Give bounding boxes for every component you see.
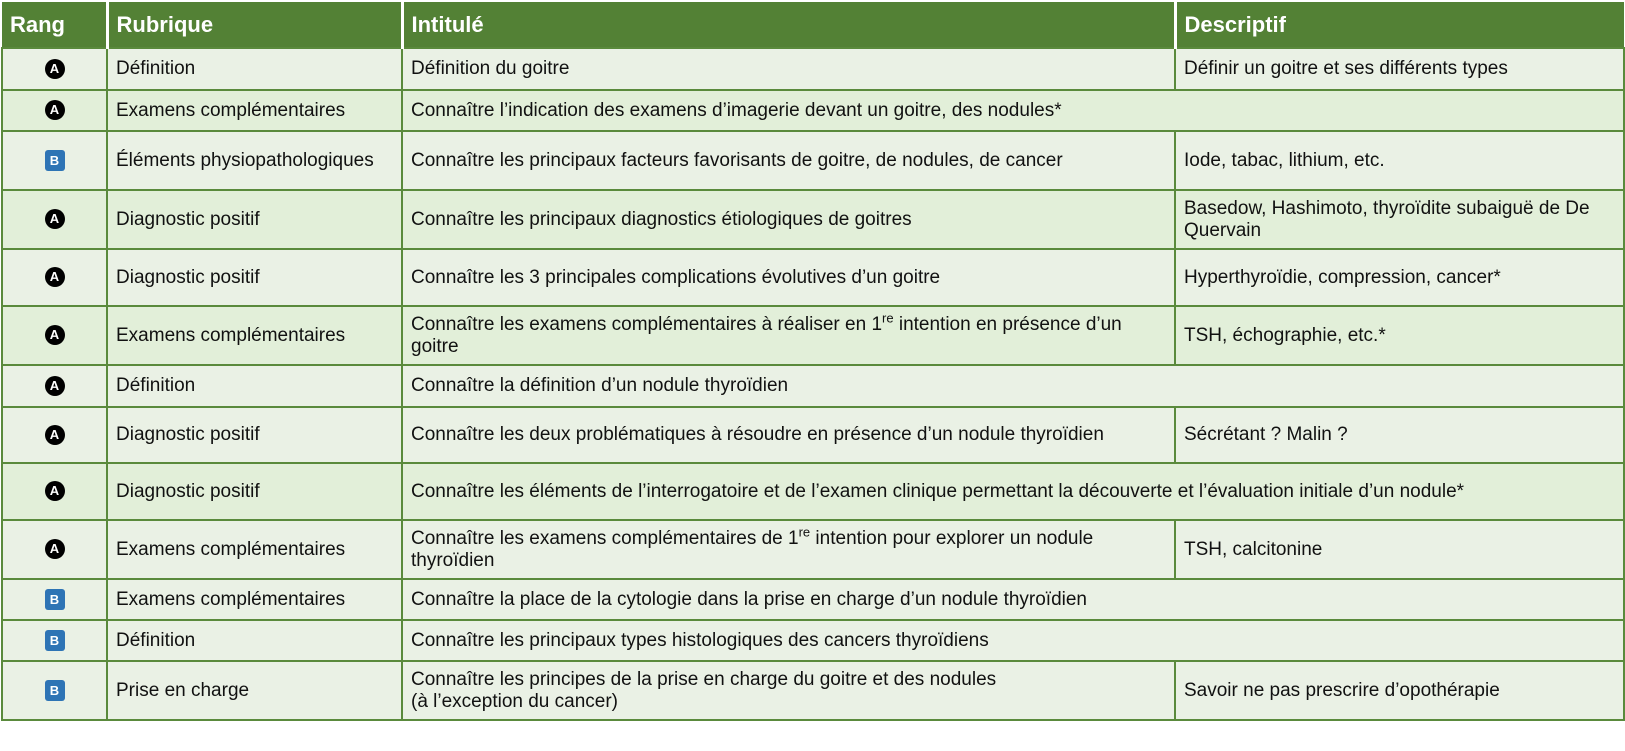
table-row [2, 131, 1624, 190]
intitule-text: (à l’exception du cancer) [411, 690, 618, 712]
descriptif-cell: Hyperthyroïdie, compression, cancer* [1175, 249, 1624, 306]
rang-badge-a: A [45, 539, 65, 559]
intitule-text: Connaître les principes de la prise en charge du goitre et des nodules [411, 668, 997, 690]
intitule-text: Connaître les examens complémentaires de 1 [411, 527, 799, 549]
descriptif-cell: TSH, échographie, etc.* [1175, 306, 1624, 365]
intitule-cell: Connaître la définition d’un nodule thyroïdien [402, 365, 1624, 407]
rang-cell [2, 661, 107, 720]
rang-cell [2, 365, 107, 407]
rang-cell [2, 463, 107, 520]
intitule-cell: Connaître les éléments de l’interrogatoire et de l’examen clinique permettant la découverte et l’évaluation initiale d’un nodule* [402, 463, 1624, 520]
objectives-table [1, 2, 1625, 721]
rubrique-cell: Examens complémentaires [107, 306, 402, 365]
rang-badge-a: A [45, 59, 65, 79]
intitule-cell: Connaître l’indication des examens d’imagerie devant un goitre, des nodules* [402, 90, 1624, 131]
header-rubrique: Rubrique [107, 2, 402, 48]
intitule-cell [402, 661, 1175, 720]
intitule-cell: Définition du goitre [402, 48, 1175, 90]
intitule-superscript: re [798, 524, 811, 540]
rubrique-cell: Éléments physiopathologiques [107, 131, 402, 190]
table-row [2, 463, 1624, 520]
table-row [2, 365, 1624, 407]
table-row [2, 407, 1624, 463]
intitule-cell: Connaître les principaux types histologiques des cancers thyroïdiens [402, 620, 1624, 661]
rang-cell [2, 90, 107, 131]
rubrique-cell: Définition [107, 620, 402, 661]
intitule-text: intention en présence d’un goitre [411, 313, 1122, 357]
descriptif-cell: Sécrétant ? Malin ? [1175, 407, 1624, 463]
rubrique-cell: Examens complémentaires [107, 579, 402, 620]
rang-cell [2, 579, 107, 620]
header-rang: Rang [2, 2, 107, 48]
intitule-superscript: re [882, 310, 894, 326]
intitule-cell: Connaître les 3 principales complications évolutives d’un goitre [402, 249, 1175, 306]
table-row [2, 520, 1624, 579]
rang-cell [2, 190, 107, 249]
rang-badge-a: A [45, 481, 65, 501]
rang-badge-a: A [45, 376, 65, 396]
header-intitule: Intitulé [402, 2, 1175, 48]
rubrique-cell: Diagnostic positif [107, 190, 402, 249]
rubrique-cell: Définition [107, 365, 402, 407]
descriptif-cell: TSH, calcitonine [1175, 520, 1624, 579]
header-descriptif: Descriptif [1175, 2, 1624, 48]
intitule-text: intention pour explorer un nodule thyroïdien [411, 527, 1094, 571]
descriptif-cell: Définir un goitre et ses différents types [1175, 48, 1624, 90]
rang-cell [2, 407, 107, 463]
rang-cell [2, 131, 107, 190]
descriptif-cell: Iode, tabac, lithium, etc. [1175, 131, 1624, 190]
intitule-cell [402, 520, 1175, 579]
rang-badge-a: A [45, 267, 65, 287]
table-row [2, 661, 1624, 720]
rang-badge-a: A [45, 325, 65, 345]
rang-cell [2, 520, 107, 579]
rubrique-cell: Diagnostic positif [107, 407, 402, 463]
table-row [2, 579, 1624, 620]
rang-badge-b: B [45, 150, 65, 171]
rang-cell [2, 620, 107, 661]
rang-badge-b: B [45, 630, 65, 651]
rubrique-cell: Diagnostic positif [107, 249, 402, 306]
intitule-cell [402, 306, 1175, 365]
descriptif-cell: Basedow, Hashimoto, thyroïdite subaiguë de De Quervain [1175, 190, 1624, 249]
rang-cell [2, 249, 107, 306]
rubrique-cell: Examens complémentaires [107, 520, 402, 579]
table-row [2, 190, 1624, 249]
table-row [2, 620, 1624, 661]
descriptif-cell: Savoir ne pas prescrire d’opothérapie [1175, 661, 1624, 720]
rang-badge-b: B [45, 680, 65, 701]
intitule-cell: Connaître la place de la cytologie dans la prise en charge d’un nodule thyroïdien [402, 579, 1624, 620]
intitule-cell: Connaître les principaux facteurs favorisants de goitre, de nodules, de cancer [402, 131, 1175, 190]
rang-badge-a: A [45, 425, 65, 445]
intitule-text: Connaître les examens complémentaires à réaliser en 1 [411, 313, 883, 335]
table-row [2, 48, 1624, 90]
rubrique-cell: Diagnostic positif [107, 463, 402, 520]
rang-cell [2, 306, 107, 365]
table-row [2, 306, 1624, 365]
intitule-cell: Connaître les principaux diagnostics étiologiques de goitres [402, 190, 1175, 249]
table-row [2, 249, 1624, 306]
rubrique-cell: Prise en charge [107, 661, 402, 720]
header-row [2, 2, 1624, 48]
rang-cell [2, 48, 107, 90]
rang-badge-a: A [45, 209, 65, 229]
rubrique-cell: Définition [107, 48, 402, 90]
table-row [2, 90, 1624, 131]
rubrique-cell: Examens complémentaires [107, 90, 402, 131]
rang-badge-a: A [45, 100, 65, 120]
intitule-cell: Connaître les deux problématiques à résoudre en présence d’un nodule thyroïdien [402, 407, 1175, 463]
rang-badge-b: B [45, 589, 65, 610]
